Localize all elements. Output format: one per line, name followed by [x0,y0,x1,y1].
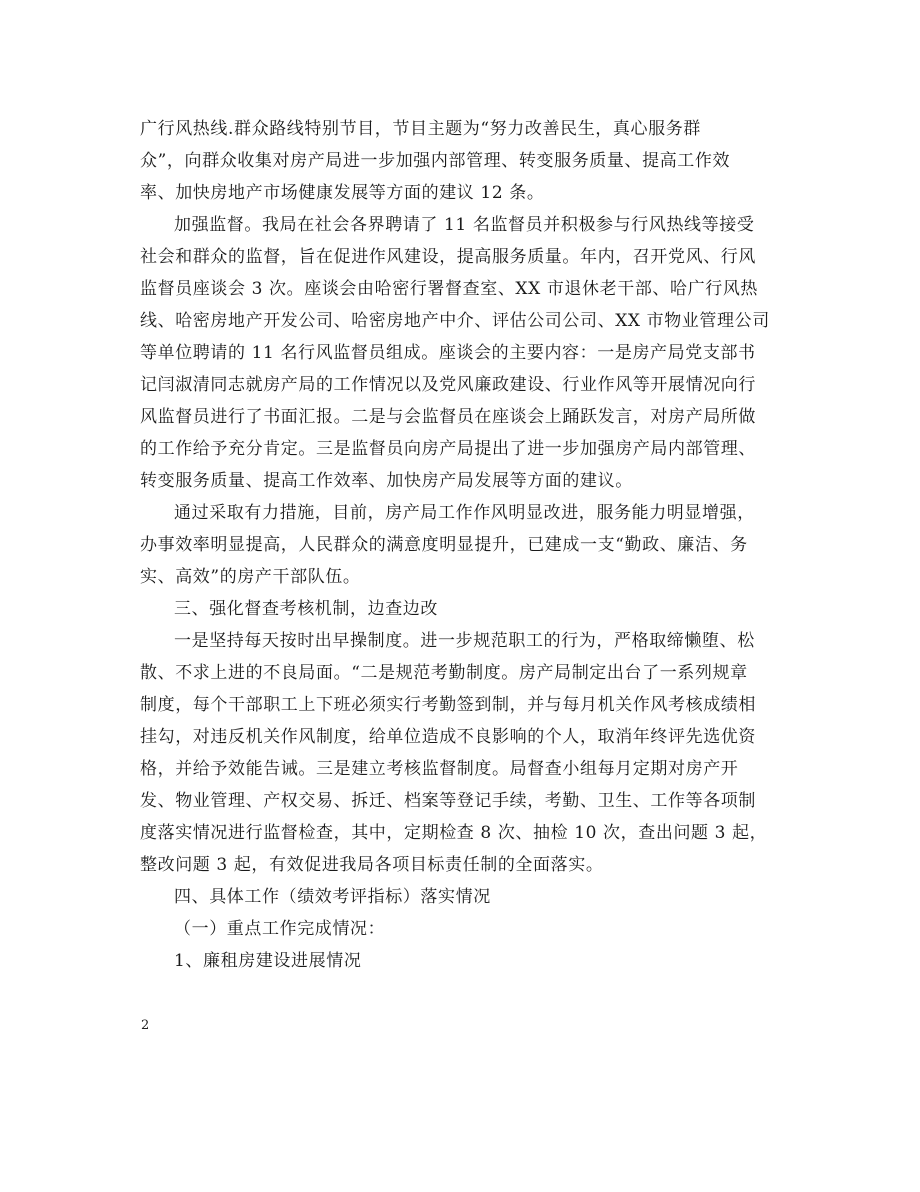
text-line: 线、哈密房地产开发公司、哈密房地产中介、评估公司公司、XX 市物业管理公司 [140,311,770,331]
text-line: 办事效率明显提高，人民群众的满意度明显提升，已建成一支“勤政、廉洁、务 [140,535,748,555]
paragraph-start-line: 加强监督。我局在社会各界聘请了 11 名监督员并积极参与行风热线等接受 [174,215,755,235]
paragraph-start-line: 通过采取有力措施，目前，房产局工作作风明显改进，服务能力明显增强， [174,503,755,523]
section-heading: 三、强化督查考核机制，边查边改 [174,599,438,619]
text-line: 记闫淑清同志就房产局的工作情况以及党风廉政建设、行业作风等开展情况向行 [140,375,756,395]
text-line: 整改问题 3 起，有效促进我局各项目标责任制的全面落实。 [140,855,604,875]
text-line: 度落实情况进行监督检查，其中，定期检查 8 次、抽检 10 次，查出问题 3 起， [140,823,768,843]
text-line: 社会和群众的监督，旨在促进作风建设，提高服务质量。年内，召开党风、行风 [140,247,756,267]
text-line: 挂勾，对违反机关作风制度，给单位造成不良影响的个人，取消年终评先选优资 [140,727,756,747]
text-line: 转变服务质量、提高工作效率、加快房产局发展等方面的建议。 [140,471,633,491]
subsection-heading: （一）重点工作完成情况： [174,919,386,939]
text-line: 众”，向群众收集对房产局进一步加强内部管理、转变服务质量、提高工作效 [140,151,731,171]
text-line: 风监督员进行了书面汇报。二是与会监督员在座谈会上踊跃发言，对房产局所做 [140,407,756,427]
text-line: 实、高效”的房产干部队伍。 [140,567,361,587]
document-body [140,113,780,977]
subsection-heading: 1、廉租房建设进展情况 [174,951,362,971]
text-line: 率、加快房地产市场健康发展等方面的建议 12 条。 [140,183,545,203]
page-number: 2 [141,1018,150,1033]
text-line: 格，并给予效能告诫。三是建立考核监督制度。局督查小组每月定期对房产开 [140,759,739,779]
text-line: 的工作给予充分肯定。三是监督员向房产局提出了进一步加强房产局内部管理、 [140,439,756,459]
text-line: 散、不求上进的不良局面。“二是规范考勤制度。房产局制定出台了一系列规章 [140,663,748,683]
text-line: 制度，每个干部职工上下班必须实行考勤签到制，并与每月机关作风考核成绩相 [140,695,756,715]
text-line: 监督员座谈会 3 次。座谈会由哈密行署督查室、XX 市退休老干部、哈广行风热 [140,279,759,299]
section-heading: 四、具体工作（绩效考评指标）落实情况 [174,887,491,907]
text-line: 广行风热线.群众路线特别节目，节目主题为“努力改善民生，真心服务群 [140,119,701,139]
text-line: 等单位聘请的 11 名行风监督员组成。座谈会的主要内容：一是房产局党支部书 [140,343,756,363]
paragraph-start-line: 一是坚持每天按时出早操制度。进一步规范职工的行为，严格取缔懒堕、松 [174,631,755,651]
text-line: 发、物业管理、产权交易、拆迁、档案等登记手续，考勤、卫生、工作等各项制 [140,791,756,811]
